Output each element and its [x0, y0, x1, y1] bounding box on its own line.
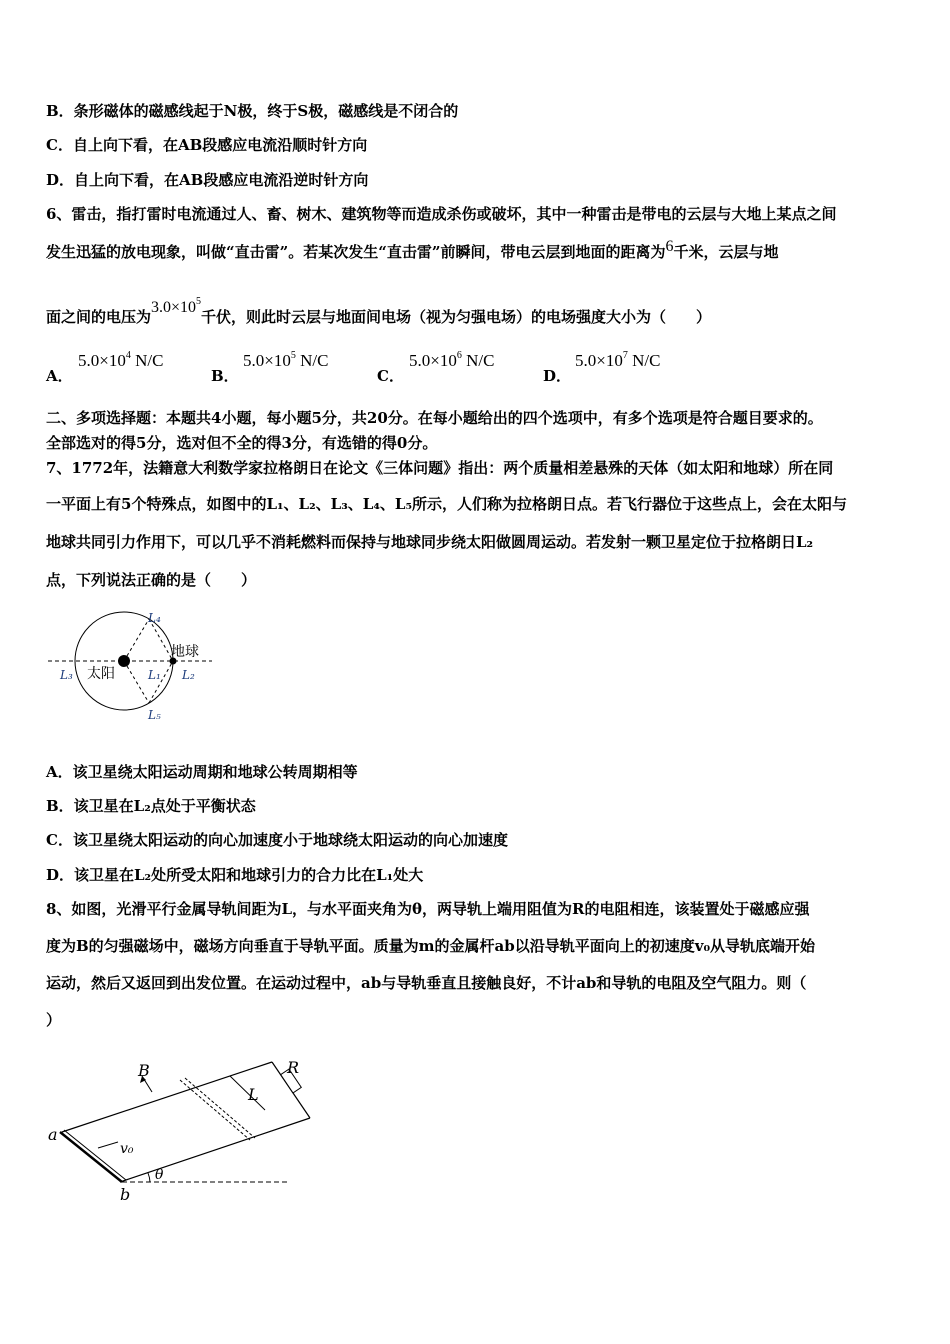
bottom-rail: [120, 1118, 310, 1182]
rail-diagram: [40, 1048, 320, 1208]
q6-option-b-exp: 5: [290, 350, 296, 361]
b-field-label: B: [138, 1061, 150, 1080]
q8-line-4: ）: [46, 1011, 62, 1029]
q6-option-b-base: 5.0×10: [243, 351, 291, 370]
q5-option-b: B．条形磁体的磁感线起于N极，终于S极，磁感线是不闭合的: [46, 102, 459, 120]
q6-option-c-base: 5.0×10: [409, 351, 457, 370]
q6-option-b-unit: N/C: [295, 351, 329, 370]
q6-voltage-base: 3.0×10: [151, 299, 197, 316]
q6-voltage-exp: 5: [196, 296, 202, 307]
q6-line-1: 6、雷击，指打雷时电流通过人、畜、树木、建筑物等而造成杀伤或破坏，其中一种雷击是带电的云层与大地上某点之间: [46, 205, 837, 223]
q7-line-1: 7、1772年，法籍意大利数学家拉格朗日在论文《三体问题》指出：两个质量相差悬殊的天体（如太阳和地球）所在同: [46, 459, 834, 477]
q6-option-d-exp: 7: [622, 350, 628, 361]
q7-option-a: A．该卫星绕太阳运动周期和地球公转周期相等: [46, 763, 358, 781]
velocity-arrow: [98, 1142, 118, 1148]
v0-label: v₀: [120, 1141, 134, 1157]
q7-option-d: D．该卫星在L₂处所受太阳和地球引力的合力比在L₁处大: [46, 866, 424, 884]
q6-line-2b: 千米，云层与地: [673, 243, 779, 261]
q8-line-3: 运动，然后又返回到出发位置。在运动过程中，ab与导轨垂直且接触良好，不计ab和导轨的电阻及空气阻力。则（: [46, 974, 807, 992]
l1-label: L₁: [148, 668, 161, 682]
q6-distance: 6: [665, 238, 674, 255]
section-2-line-2: 全部选对的得5分，选对但不全的得3分，有选错的得0分。: [46, 434, 438, 452]
section-2-line-1: 二、多项选择题：本题共4小题，每小题5分，共20分。在每小题给出的四个选项中，有多个选项是符合题目要求的。: [46, 409, 823, 427]
top-rail: [62, 1062, 272, 1132]
l5-label: L₅: [148, 708, 161, 722]
sun-l5-line: [124, 661, 149, 703]
b-label: b: [120, 1185, 131, 1204]
sun-label: 太阳: [87, 666, 115, 682]
q8-line-1: 8、如图，光滑平行金属导轨间距为L，与水平面夹角为θ，两导轨上端用阻值为R的电阻相连，该装置处于磁感应强: [46, 900, 810, 918]
metal-rod-edge: [64, 1130, 126, 1180]
sun-l4-line: [124, 619, 149, 661]
q6-line-3b: 千伏，则此时云层与地面间电场（视为匀强电场）的电场强度大小为（ ）: [201, 308, 712, 326]
q6-option-a-exp: 4: [125, 350, 131, 361]
q6-option-c-exp: 6: [456, 350, 462, 361]
q6-option-d-label: D．: [543, 367, 572, 385]
q7-option-c: C．该卫星绕太阳运动的向心加速度小于地球绕太阳运动的向心加速度: [46, 831, 508, 849]
q6-line-3: [46, 296, 712, 328]
l2-label: L₂: [182, 668, 195, 682]
l-label: L: [248, 1085, 259, 1104]
l4-label: L₄: [148, 611, 161, 625]
q6-option-d-base: 5.0×10: [575, 351, 623, 370]
l4-earth-line: [149, 619, 173, 661]
q6-option-c-label: C．: [377, 367, 404, 385]
q6-option-a-base: 5.0×10: [78, 351, 126, 370]
q8-line-2: 度为B的匀强磁场中，磁场方向垂直于导轨平面。质量为m的金属杆ab以沿导轨平面向上的初速度v₀从导轨底端开始: [46, 937, 816, 955]
q6-line-3a: 面之间的电压为: [46, 308, 152, 326]
q7-line-4: 点，下列说法正确的是（ ）: [46, 571, 257, 589]
q6-option-d-unit: N/C: [627, 351, 661, 370]
a-label: a: [48, 1125, 58, 1144]
lagrange-diagram: [44, 604, 224, 726]
angle-arc: [148, 1173, 150, 1182]
q6-line-2: [46, 238, 779, 263]
q7-line-3: 地球共同引力作用下，可以几乎不消耗燃料而保持与地球同步绕太阳做圆周运动。若发射一颗卫星定位于拉格朗日L₂: [46, 533, 814, 551]
r-label: R: [287, 1058, 300, 1077]
theta-label: θ: [155, 1167, 164, 1183]
earth-label: 地球: [171, 644, 199, 660]
q6-option-c-unit: N/C: [461, 351, 495, 370]
q6-option-a-unit: N/C: [130, 351, 164, 370]
q6-line-2a: 发生迅猛的放电现象，叫做“直击雷”。若某次发生“直击雷”前瞬间，带电云层到地面的距离为: [46, 243, 666, 261]
q6-option-a-label: A．: [46, 367, 73, 385]
q5-option-c: C．自上向下看，在AB段感应电流沿顺时针方向: [46, 136, 368, 154]
q5-option-d: D．自上向下看，在AB段感应电流沿逆时针方向: [46, 171, 369, 189]
q6-option-b-label: B．: [211, 367, 239, 385]
metal-rod: [60, 1132, 122, 1182]
l3-label: L₃: [60, 668, 73, 682]
q7-line-2: 一平面上有5个特殊点，如图中的L₁、L₂、L₃、L₄、L₅所示，人们称为拉格朗日点。若飞行器位于这些点上，会在太阳与: [46, 495, 848, 513]
q6-options: [46, 350, 746, 390]
q7-option-b: B．该卫星在L₂点处于平衡状态: [46, 797, 256, 815]
